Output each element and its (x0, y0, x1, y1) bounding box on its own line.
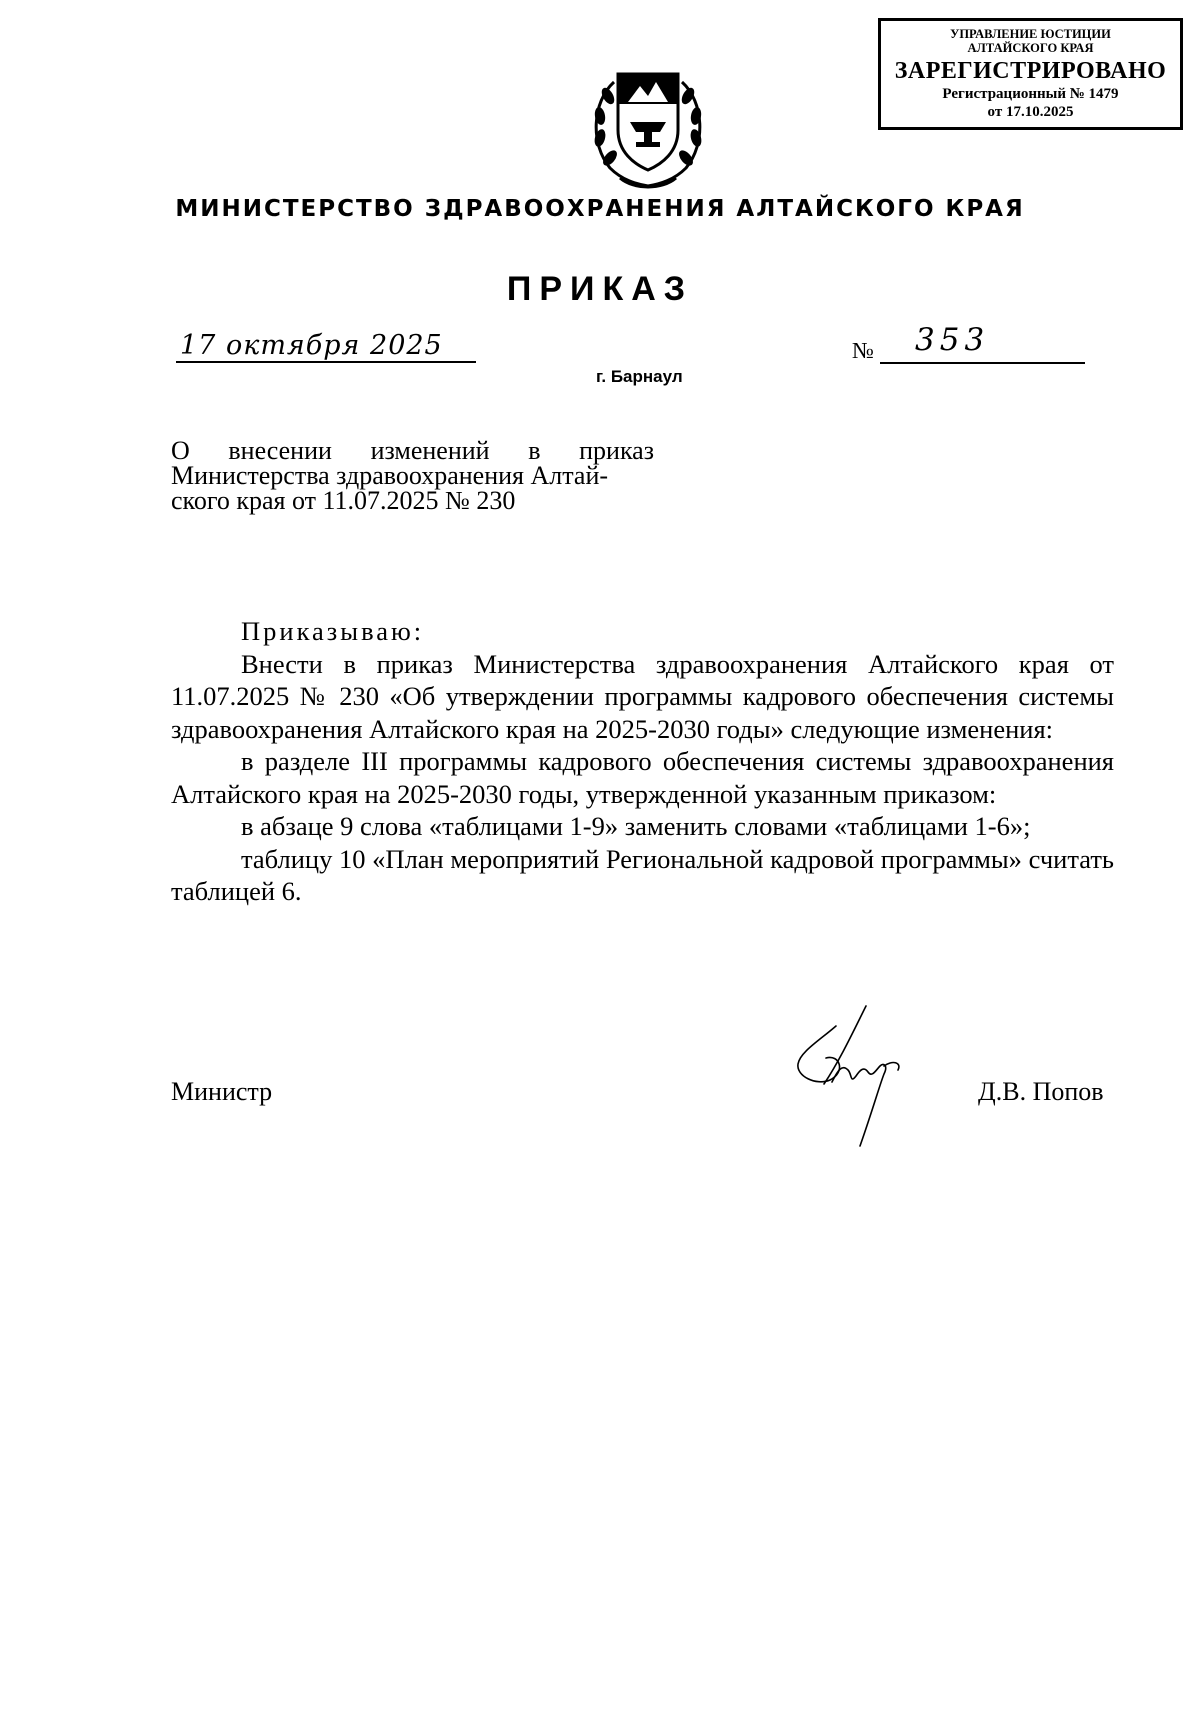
subject-word: в (528, 436, 541, 465)
stamp-org-line1: УПРАВЛЕНИЕ ЮСТИЦИИ (950, 27, 1111, 41)
city-label: г. Барнаул (596, 367, 683, 386)
handwritten-signature (780, 1000, 930, 1150)
date-underline (176, 361, 476, 363)
signer-name: Д.В. Попов (978, 1077, 1104, 1106)
subject-word: изменений (370, 436, 490, 465)
document-type-title: ПРИКАЗ (506, 270, 694, 308)
order-subject (171, 438, 654, 513)
number-label: № (852, 338, 874, 363)
number-underline (880, 362, 1085, 364)
signer-role: Министр (171, 1077, 273, 1106)
ministry-name: МИНИСТЕРСТВО ЗДРАВООХРАНЕНИЯ АЛТАЙСКОГО КРАЯ (175, 196, 1025, 222)
stamp-status: ЗАРЕГИСТРИРОВАНО (894, 58, 1167, 84)
body-paragraph: в разделе III программы кадрового обеспечения системы здравоохранения Алтайского края на 2025-2030 годы, утвержденной указанным приказом: (171, 746, 1114, 809)
body-paragraph: таблицу 10 «План мероприятий Региональной кадровой программы» считать таблицей 6. (171, 843, 1114, 906)
subject-word: внесении (228, 436, 332, 465)
subject-line-2: Министерства здравоохранения Алтай- (171, 461, 609, 490)
registration-stamp (878, 18, 1183, 130)
subject-line-1 (171, 438, 654, 463)
stamp-reg-number: Регистрационный № 1479 (942, 86, 1119, 102)
body-paragraph: Внести в приказ Министерства здравоохранения Алтайского края от 11.07.2025 № 230 «Об утверждении программы кадрового обеспечения системы здравоохранения Алтайского края на 2025-2030 годы» следующие изменения: (171, 648, 1114, 744)
subject-word: О (171, 436, 190, 465)
orders-heading: Приказываю: (241, 616, 425, 646)
body-paragraph: в абзаце 9 слова «таблицами 1-9» заменить словами «таблицами 1-6»; (241, 811, 1031, 841)
stamp-org-line2: АЛТАЙСКОГО КРАЯ (967, 41, 1094, 55)
handwritten-date: 17 октября 2025 (180, 330, 443, 361)
subject-line-3: ского края от 11.07.2025 № 230 (171, 486, 516, 515)
order-body (171, 615, 1114, 908)
subject-word: приказ (579, 436, 654, 465)
stamp-reg-date: от 17.10.2025 (987, 104, 1074, 120)
handwritten-number: 353 (915, 322, 990, 358)
coat-of-arms-icon (584, 52, 712, 192)
